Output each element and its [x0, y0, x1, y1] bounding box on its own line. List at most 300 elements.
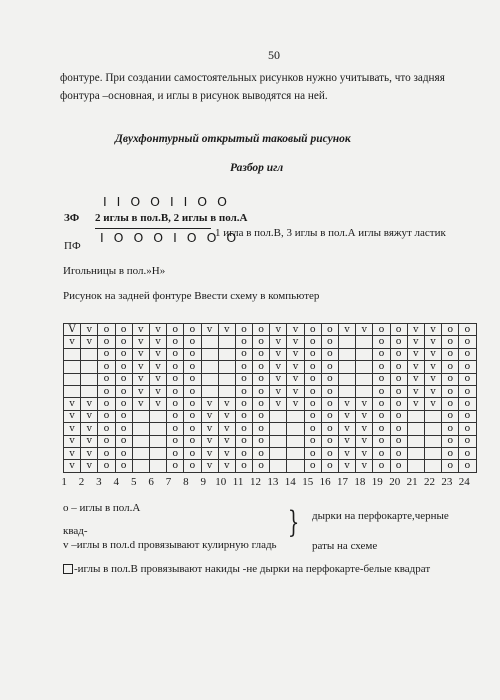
column-number: 3 [96, 476, 102, 488]
column-number: 16 [319, 476, 331, 488]
column-number: 10 [215, 476, 227, 488]
grid-cell: v [339, 447, 356, 459]
grid-cell: o [235, 336, 252, 348]
grid-cell: v [424, 336, 441, 348]
legend-o: о – иглы в пол.А [63, 502, 141, 514]
grid-cell: v [201, 324, 218, 336]
grid-cell: o [115, 324, 132, 336]
grid-cell: o [321, 423, 338, 435]
grid-cell: o [304, 324, 321, 336]
grid-cell: o [442, 423, 459, 435]
grid-cell: o [253, 348, 270, 360]
grid-cell: o [235, 324, 252, 336]
grid-cell: v [270, 385, 287, 397]
grid-cell: v [218, 435, 235, 447]
grid-cell: o [390, 324, 407, 336]
grid-cell: v [81, 447, 98, 459]
grid-cell: v [64, 336, 81, 348]
column-number: 8 [183, 476, 189, 488]
grid-cell: v [64, 423, 81, 435]
grid-cell: o [253, 435, 270, 447]
grid-cell: o [184, 398, 201, 410]
grid-cell: v [270, 324, 287, 336]
grid-cell: v [132, 361, 149, 373]
grid-cell: o [442, 361, 459, 373]
grid-cell: o [235, 435, 252, 447]
column-number: 14 [284, 476, 296, 488]
grid-cell [132, 435, 149, 447]
grid-cell [149, 460, 166, 472]
fraction-line [95, 228, 211, 229]
grid-cell: o [167, 410, 184, 422]
grid-cell: o [115, 410, 132, 422]
column-number: 22 [423, 476, 435, 488]
grid-cell: o [115, 460, 132, 472]
grid-cell: v [218, 460, 235, 472]
grid-cell: V [64, 324, 81, 336]
grid-cell: v [149, 398, 166, 410]
grid-cell: o [235, 447, 252, 459]
grid-row [64, 398, 477, 410]
grid-cell [356, 336, 373, 348]
grid-cell: v [149, 385, 166, 397]
grid-cell: o [321, 385, 338, 397]
grid-cell: o [253, 385, 270, 397]
grid-cell: v [149, 361, 166, 373]
grid-cell [287, 447, 304, 459]
grid-cell [424, 447, 441, 459]
grid-cell: v [339, 423, 356, 435]
grid-row [64, 435, 477, 447]
column-number: 12 [249, 476, 261, 488]
grid-cell: o [304, 373, 321, 385]
grid-cell: o [98, 398, 115, 410]
grid-cell: o [321, 460, 338, 472]
grid-cell: o [442, 435, 459, 447]
grid-cell: o [253, 361, 270, 373]
grid-cell: o [442, 410, 459, 422]
grid-cell [81, 373, 98, 385]
grid-cell: v [356, 398, 373, 410]
grid-cell: v [201, 447, 218, 459]
grid-cell: o [253, 447, 270, 459]
grid-cell: v [407, 348, 424, 360]
grid-cell [407, 460, 424, 472]
grid-cell: o [115, 447, 132, 459]
pf-text: 1 игла в пол.В, 3 иглы в пол.А иглы вяжут ластик [215, 227, 446, 239]
grid-cell [201, 348, 218, 360]
grid-cell: v [149, 348, 166, 360]
grid-cell: v [287, 398, 304, 410]
grid-cell: o [390, 336, 407, 348]
bottom-needle-pattern: I O O O I O O O [100, 230, 240, 245]
grid-cell [218, 373, 235, 385]
grid-cell: v [339, 410, 356, 422]
grid-cell: v [287, 385, 304, 397]
grid-cell [132, 423, 149, 435]
grid-cell [287, 410, 304, 422]
grid-cell: o [115, 336, 132, 348]
grid-cell: o [304, 361, 321, 373]
grid-cell [132, 460, 149, 472]
column-number: 13 [267, 476, 279, 488]
grid-cell: o [373, 348, 390, 360]
grid-cell: o [390, 348, 407, 360]
grid-cell: o [235, 385, 252, 397]
grid-cell [407, 410, 424, 422]
grid-cell [149, 410, 166, 422]
grid-cell: v [81, 460, 98, 472]
grid-cell: v [287, 361, 304, 373]
grid-cell: v [149, 373, 166, 385]
grid-cell: o [184, 435, 201, 447]
grid-cell: o [459, 460, 476, 472]
grid-cell: v [81, 410, 98, 422]
grid-cell: v [218, 324, 235, 336]
legend-kvad: квад- [63, 525, 88, 537]
grid-cell: o [184, 460, 201, 472]
grid-cell: o [390, 361, 407, 373]
grid-cell: v [287, 348, 304, 360]
grid-row [64, 423, 477, 435]
page-number: 50 [268, 48, 280, 62]
grid-cell [270, 423, 287, 435]
grid-cell: o [98, 410, 115, 422]
grid-cell: o [390, 447, 407, 459]
grid-cell: v [132, 324, 149, 336]
grid-cell: o [167, 398, 184, 410]
grid-cell: o [304, 336, 321, 348]
grid-cell: o [235, 398, 252, 410]
grid-cell [287, 460, 304, 472]
grid-cell [270, 447, 287, 459]
grid-cell: o [115, 385, 132, 397]
grid-cell: v [81, 336, 98, 348]
grid-cell: o [253, 410, 270, 422]
grid-cell [339, 348, 356, 360]
grid-cell: o [373, 373, 390, 385]
grid-cell [424, 423, 441, 435]
grid-cell: o [390, 460, 407, 472]
grid-cell: o [304, 447, 321, 459]
grid-cell: v [132, 385, 149, 397]
grid-cell: v [201, 460, 218, 472]
grid-cell: v [64, 435, 81, 447]
grid-cell: o [98, 373, 115, 385]
grid-cell [339, 361, 356, 373]
grid-cell: o [115, 435, 132, 447]
grid-cell [218, 361, 235, 373]
grid-cell: v [287, 373, 304, 385]
grid-cell: o [321, 410, 338, 422]
grid-cell [218, 348, 235, 360]
grid-cell [356, 361, 373, 373]
grid-cell: v [81, 435, 98, 447]
grid-cell: v [407, 373, 424, 385]
pf-label: ПФ [64, 240, 81, 252]
grid-cell: o [184, 423, 201, 435]
grid-cell: o [373, 435, 390, 447]
grid-cell [218, 385, 235, 397]
column-number: 19 [371, 476, 383, 488]
grid-cell: o [390, 385, 407, 397]
grid-cell [287, 423, 304, 435]
column-number: 18 [354, 476, 366, 488]
grid-cell: v [132, 336, 149, 348]
grid-cell [81, 361, 98, 373]
section-subtitle: Разбор игл [230, 162, 284, 174]
top-needle-pattern: I I O O I I O O [103, 194, 230, 209]
grid-cell [218, 336, 235, 348]
grid-cell: o [167, 460, 184, 472]
grid-cell: o [321, 447, 338, 459]
grid-cell: o [459, 435, 476, 447]
grid-cell: o [442, 447, 459, 459]
column-number: 1 [61, 476, 67, 488]
column-number: 17 [336, 476, 348, 488]
grid-cell: v [356, 324, 373, 336]
grid-cell: o [98, 447, 115, 459]
grid-cell: v [201, 423, 218, 435]
grid-cell: v [132, 373, 149, 385]
grid-cell [339, 385, 356, 397]
grid-cell [201, 385, 218, 397]
grid-cell [201, 336, 218, 348]
column-number: 4 [113, 476, 120, 488]
grid-cell: o [253, 373, 270, 385]
grid-cell: v [424, 398, 441, 410]
grid-cell: o [442, 348, 459, 360]
column-number: 6 [148, 476, 154, 488]
grid-row [64, 324, 477, 336]
grid-cell: o [98, 460, 115, 472]
grid-cell: v [407, 324, 424, 336]
grid-cell: o [459, 423, 476, 435]
grid-cell: o [321, 373, 338, 385]
grid-cell: o [98, 435, 115, 447]
grid-cell: v [270, 398, 287, 410]
grid-cell: o [459, 348, 476, 360]
grid-cell [64, 348, 81, 360]
grid-cell: o [390, 398, 407, 410]
grid-cell: o [184, 385, 201, 397]
grid-cell: o [373, 460, 390, 472]
grid-cell [407, 447, 424, 459]
grid-cell: o [442, 373, 459, 385]
grid-cell: o [98, 385, 115, 397]
grid-cell: o [167, 336, 184, 348]
grid-cell: v [81, 398, 98, 410]
grid-cell: o [459, 324, 476, 336]
grid-cell: v [356, 447, 373, 459]
grid-cell [356, 385, 373, 397]
grid-cell: o [235, 373, 252, 385]
grid-cell: o [304, 460, 321, 472]
grid-cell: v [356, 460, 373, 472]
grid-cell: o [373, 410, 390, 422]
intro-line-1: фонтуре. При создании самостоятельных рисунков нужно учитывать, что задняя [60, 72, 445, 84]
grid-cell: o [115, 423, 132, 435]
grid-cell: o [390, 423, 407, 435]
grid-cell: o [115, 348, 132, 360]
grid-cell [81, 385, 98, 397]
grid-cell: o [167, 423, 184, 435]
grid-cell: v [356, 435, 373, 447]
grid-cell: o [321, 398, 338, 410]
grid-cell [424, 435, 441, 447]
grid-cell: v [81, 324, 98, 336]
grid-cell: o [304, 348, 321, 360]
column-number: 11 [232, 476, 244, 488]
grid-cell: o [373, 398, 390, 410]
legend-v: v –иглы в пол.d провязывают кулирную гладь [63, 539, 277, 551]
grid-cell: v [407, 336, 424, 348]
grid-cell: o [390, 410, 407, 422]
grid-cell: o [459, 410, 476, 422]
grid-cell: o [98, 324, 115, 336]
grid-cell: o [321, 361, 338, 373]
grid-cell: v [407, 398, 424, 410]
grid-cell: o [184, 410, 201, 422]
grid-cell: o [459, 373, 476, 385]
grid-cell: v [407, 361, 424, 373]
grid-cell: o [235, 460, 252, 472]
grid-cell: o [253, 324, 270, 336]
grid-cell [64, 373, 81, 385]
grid-cell: o [373, 385, 390, 397]
grid-cell: o [373, 336, 390, 348]
grid-cell [287, 435, 304, 447]
grid-cell [407, 423, 424, 435]
grid-cell [132, 447, 149, 459]
grid-cell: o [235, 423, 252, 435]
grid-cell: o [253, 423, 270, 435]
grid-row [64, 336, 477, 348]
grid-cell [81, 348, 98, 360]
grid-cell: v [81, 423, 98, 435]
grid-cell: v [424, 361, 441, 373]
grid-cell: o [235, 410, 252, 422]
grid-cell: o [304, 398, 321, 410]
grid-cell: o [321, 336, 338, 348]
needle-beds-text: Игольницы в пол.»Н» [63, 265, 166, 277]
grid-cell: o [459, 398, 476, 410]
column-number: 24 [458, 476, 470, 488]
grid-cell [356, 348, 373, 360]
grid-cell: o [373, 324, 390, 336]
legend-brace-1: дырки на перфокарте,черные [312, 510, 449, 522]
grid-cell: o [167, 385, 184, 397]
grid-cell: v [270, 373, 287, 385]
legend-brace-2: раты на схеме [312, 540, 378, 552]
zf-label: ЗФ [64, 212, 80, 224]
grid-row [64, 410, 477, 422]
instruction-text: Рисунок на задней фонтуре Ввести схему в компьютер [63, 290, 320, 302]
grid-cell: o [115, 361, 132, 373]
grid-cell: o [304, 410, 321, 422]
grid-cell: v [64, 460, 81, 472]
grid-cell: v [201, 398, 218, 410]
grid-cell: v [149, 324, 166, 336]
grid-cell [132, 410, 149, 422]
grid-cell: o [253, 398, 270, 410]
grid-cell: o [304, 385, 321, 397]
column-number: 7 [165, 476, 172, 488]
grid-cell: v [218, 423, 235, 435]
grid-cell: v [218, 398, 235, 410]
grid-cell: o [235, 348, 252, 360]
column-number: 15 [302, 476, 314, 488]
grid-cell: o [235, 361, 252, 373]
grid-cell: o [184, 373, 201, 385]
grid-cell: o [184, 336, 201, 348]
grid-cell: o [304, 435, 321, 447]
square-icon [63, 564, 73, 574]
grid-cell: o [459, 385, 476, 397]
column-number: 23 [441, 476, 453, 488]
grid-cell: o [184, 324, 201, 336]
grid-cell: o [98, 423, 115, 435]
grid-cell: v [407, 385, 424, 397]
grid-cell [339, 373, 356, 385]
grid-cell: v [218, 410, 235, 422]
grid-cell: o [167, 447, 184, 459]
legend-square-text: -иглы в пол.В провязывают накиды -не дырки на перфокарте-белые квадрат [74, 563, 431, 575]
grid-cell: v [339, 460, 356, 472]
grid-cell: v [424, 348, 441, 360]
grid-cell: o [459, 361, 476, 373]
grid-cell: o [373, 423, 390, 435]
grid-cell: o [321, 435, 338, 447]
grid-cell: v [424, 324, 441, 336]
pattern-grid [63, 323, 477, 473]
brace-icon: } [287, 505, 300, 540]
column-number: 20 [389, 476, 401, 488]
grid-cell: o [184, 348, 201, 360]
grid-row [64, 385, 477, 397]
grid-cell: o [167, 373, 184, 385]
grid-cell [356, 373, 373, 385]
column-number: 9 [200, 476, 207, 488]
grid-cell: o [167, 361, 184, 373]
grid-cell: o [115, 398, 132, 410]
grid-cell: o [390, 435, 407, 447]
grid-cell: v [270, 348, 287, 360]
grid-row [64, 447, 477, 459]
grid-row [64, 460, 477, 472]
grid-cell [270, 435, 287, 447]
column-number: 21 [406, 476, 418, 488]
grid-cell [424, 460, 441, 472]
grid-cell: o [459, 336, 476, 348]
grid-cell: v [270, 361, 287, 373]
grid-cell: v [201, 435, 218, 447]
grid-cell [270, 410, 287, 422]
grid-cell [64, 361, 81, 373]
grid-cell: v [356, 423, 373, 435]
grid-cell: v [287, 336, 304, 348]
grid-cell [201, 361, 218, 373]
grid-cell: o [167, 435, 184, 447]
grid-cell: v [287, 324, 304, 336]
grid-cell: v [132, 398, 149, 410]
grid-cell: o [459, 447, 476, 459]
grid-cell: v [218, 447, 235, 459]
grid-cell: v [149, 336, 166, 348]
grid-cell: v [64, 398, 81, 410]
grid-cell: o [98, 336, 115, 348]
grid-cell [149, 423, 166, 435]
